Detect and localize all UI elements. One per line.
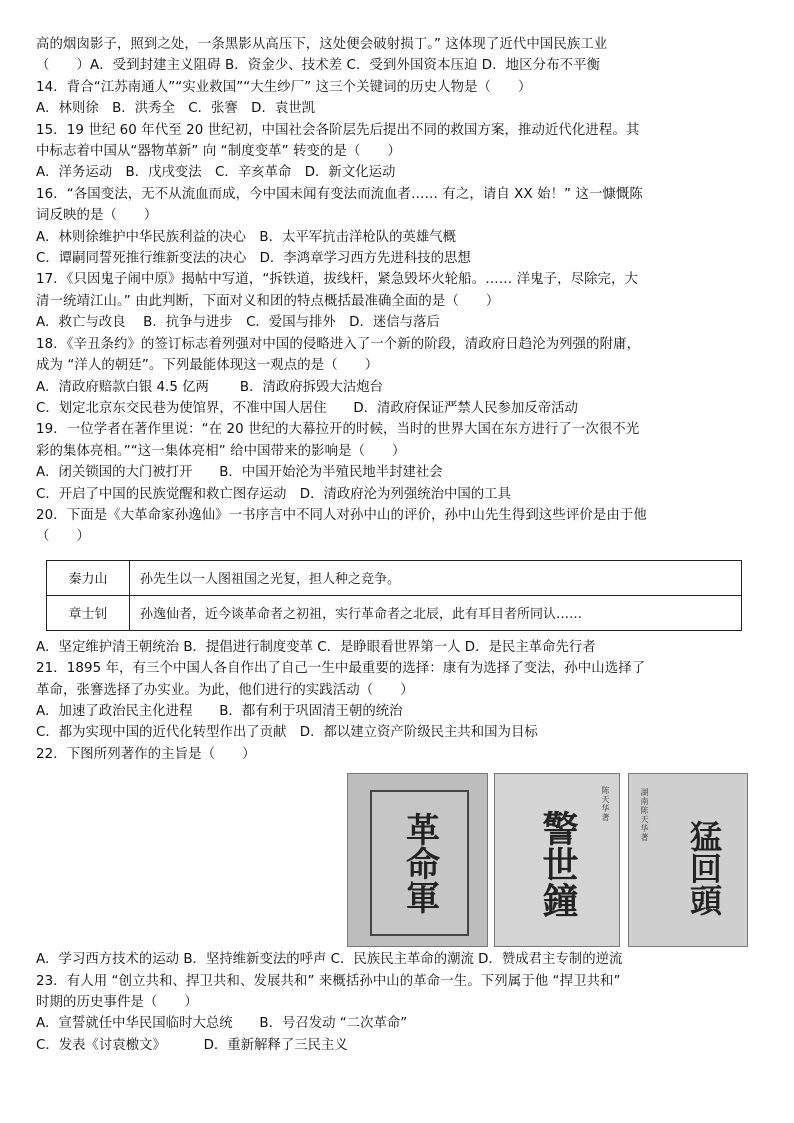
question-19-stem: 19．一位学者在著作里说：“在 20 世纪的大幕拉开的时候，当时的世界大国在东方进行了一次很不光 [36, 422, 640, 438]
question-17-options[interactable]: A．救亡与改良 B．抗争与进步 C．爱国与排外 D．迷信与落后 [36, 315, 440, 331]
question-16-options-ab[interactable]: A．林则徐维护中华民族利益的决心 B．太平军抗击洋枪队的英雄气概 [36, 229, 457, 245]
question-15-options[interactable]: A．洋务运动 B．戊戌变法 C．辛亥革命 D．新文化运动 [36, 165, 396, 181]
question-15-stem-cont: 中标志着中国从“器物革新” 向 “制度变革” 转变的是（ ） [36, 144, 401, 160]
question-17-stem-cont: 清一统靖江山。” 由此判断，下面对义和团的特点概括最准确全面的是（ ） [36, 293, 500, 309]
exam-page [36, 34, 766, 1056]
quote-table [46, 560, 742, 631]
question-18-options-cd[interactable]: C．划定北京东交民巷为使馆界，不准中国人居住 D．清政府保证严禁人民参加反帝活动 [36, 400, 578, 416]
question-15-stem: 15．19 世纪 60 年代至 20 世纪初，中国社会各阶层先后提出不同的救国方案，推动近代化进程。其 [36, 122, 640, 138]
book-title: 革命軍 [399, 812, 440, 915]
question-17-stem: 17．《只因鬼子闹中原》揭帖中写道，“拆铁道，拔线杆，紧急毁坏火轮船。…… 洋鬼子，尽除完，大 [36, 272, 639, 288]
table-row [47, 560, 742, 595]
question-21-options-ab[interactable]: A．加速了政治民主化进程 B．都有利于巩固清王朝的统治 [36, 703, 403, 719]
question-23-stem-cont: 时期的历史事件是（ ） [36, 995, 198, 1010]
question-19-stem-cont: 彩的集体亮相。”“这一集体亮相” 给中国带来的影响是（ ） [36, 443, 406, 459]
quote-text: 孙先生以一人图祖国之光复，担人种之竞争。 [130, 560, 742, 595]
book-title: 猛回頭 [685, 820, 723, 917]
question-18-stem-cont: 成为 “洋人的朝廷”。下列最能体现这一观点的是（ ） [36, 358, 379, 374]
question-18-stem: 18．《辛丑条约》的签订标志着列强对中国的侵略进入了一个新的阶段，清政府日趋沦为列强的附庸， [36, 336, 641, 352]
question-23-options-cd[interactable]: C．发表《讨袁檄文》 D．重新解释了三民主义 [36, 1037, 348, 1053]
question-20-stem: 20．下面是《大革命家孙逸仙》一书序言中不同人对孙中山的评价，孙中山先生得到这些评价是由于他 [36, 507, 647, 523]
question-23-options-ab[interactable]: A．宣誓就任中华民国临时大总统 B．号召发动 “二次革命” [36, 1016, 408, 1032]
question-14-options[interactable]: A．林则徐 B．洪秀全 C．张謇 D．袁世凯 [36, 101, 316, 117]
book-title: 警世鐘 [537, 810, 579, 919]
question-16-stem: 16．“各国变法，无不从流血而成，今中国未闻有变法而流血者…… 有之，请自 XX 始！” 这一慷慨陈 [36, 186, 643, 202]
question-19-options-cd[interactable]: C．开启了中国的民族觉醒和救亡图存运动 D．清政府沦为列强统治中国的工具 [36, 486, 511, 502]
quote-text: 孙逸仙者，近今谈革命者之初祖，实行革命者之北辰，此有耳目者所同认…… [130, 595, 742, 630]
book-cover-jingshi-zhong [494, 773, 620, 947]
table-row [47, 595, 742, 630]
text-line: （ ）A．受到封建主义阻碍 B．资金少、技术差 C．受到外国资本压迫 D．地区分布不平衡 [36, 58, 601, 74]
quote-author: 秦力山 [47, 560, 130, 595]
book-covers [36, 773, 766, 949]
question-19-options-ab[interactable]: A．闭关锁国的大门被打开 B．中国开始沦为半殖民地半封建社会 [36, 465, 443, 481]
text-line: 高的烟囱影子，照到之处，一条黑影从高压下，这处便会破射损丁。” 这体现了近代中国民族工业 [36, 37, 608, 52]
question-22-stem: 22．下图所列著作的主旨是（ ） [36, 746, 256, 762]
question-20-options[interactable]: A．坚定维护清王朝统治 B．提倡进行制度变革 C．是睁眼看世界第一人 D．是民主革命先行者 [36, 639, 596, 655]
question-16-options-cd[interactable]: C．谭嗣同誓死推行维新变法的决心 D．李鸿章学习西方先进科技的思想 [36, 251, 471, 267]
question-22-options[interactable]: A．学习西方技术的运动 B．坚持维新变法的呼声 C．民族民主革命的潮流 D．赞成君主专制的逆流 [36, 952, 623, 968]
question-21-options-cd[interactable]: C．都为实现中国的近代化转型作出了贡献 D．都以建立资产阶级民主共和国为目标 [36, 725, 538, 741]
question-21-stem-cont: 革命，张謇选择了办实业。为此，他们进行的实践活动（ ） [36, 682, 414, 698]
book-side-text: 陈天华著 [601, 786, 610, 823]
book-side-text: 湖南陈天华著 [640, 788, 649, 843]
book-cover-geming-jun [347, 773, 488, 947]
question-21-stem: 21．1895 年，有三个中国人各自作出了自己一生中最重要的选择：康有为选择了变法，孙中山选择了 [36, 661, 646, 677]
quote-author: 章士钊 [47, 595, 130, 630]
question-14-stem: 14．背合“江苏南通人”“实业救国”“大生纱厂” 这三个关键词的历史人物是（ ） [36, 79, 532, 95]
question-18-options-ab[interactable]: A．清政府赔款白银 4.5 亿两 B．清政府拆毁大沽炮台 [36, 379, 384, 395]
question-20-stem-cont: （ ） [36, 529, 90, 545]
book-cover-meng-huitou [628, 773, 748, 947]
question-23-stem: 23．有人用 “创立共和、捍卫共和、发展共和” 来概括孙中山的革命一生。下列属于他 “捍卫共和” [36, 973, 621, 989]
question-16-stem-cont: 词反映的是（ ） [36, 208, 158, 224]
